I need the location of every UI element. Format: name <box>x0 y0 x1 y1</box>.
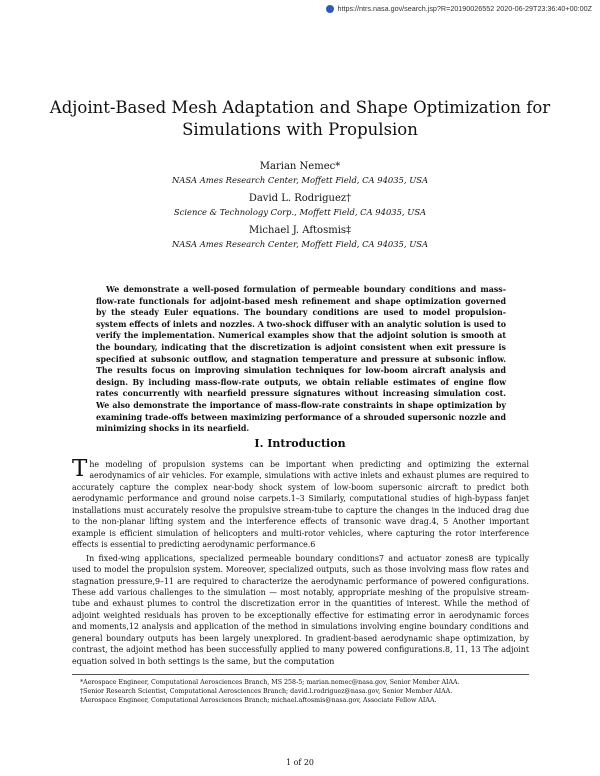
author-1 <box>0 160 600 186</box>
abstract: We demonstrate a well-posed formulation of permeable boundary conditions and mass-flow-rate functionals for adjoint-based mesh refinement and shape optimization governed by the steady Euler equations. The boundary conditions are used to model propulsion-system effects of inlets and nozzles. A two-shock diffuser with an analytic solution is used to verify the implementation. Numerical examples show that the adjoint solution is smooth at the boundary, indicating that the discretization is adjoint consistent when exit pressure is specified at subsonic outflow, and stagnation temperature and pressure at subsonic inflow. The results focus on improving simulation techniques for low-boom aircraft analysis and design. By including mass-flow-rate outputs, we obtain reliable estimates of engine flow rates concurrently with nearfield pressure signatures without increasing simulation cost. We also demonstrate the importance of mass-flow-rate constraints in shape optimization by examining trade-offs between maximizing performance of a shrouded supersonic nozzle and minimizing shocks in its nearfield. <box>96 285 506 434</box>
author-name: Marian Nemec* <box>259 161 341 172</box>
paragraph: In fixed-wing applications, specialized permeable boundary conditions7 and actuator zones8 are typically used to model the propulsion system. Moreover, specialized outputs, such as those involving mass flow rates and stagnation pressure,9–11 are required to characterize the aerodynamic performance of powered configurations. These add various challenges to the simulation — most notably, appropriate meshing of the propulsive stream-tube and exhaust plumes to control the discretization error in the quantities of interest. While the method of adjoint weighted residuals has proven to be exceptionally effective for estimating error in aerodynamic forces and moments,12 analysis and application of the method in simulations involving engine boundary conditions and general boundary outputs has been largely unexplored. In gradient-based aerodynamic shape optimization, by contrast, the adjoint method has been successfully applied to many powered configurations.8, 11, 13 The adjoint equation solved in both settings is the same, but the computation <box>72 553 529 666</box>
author-affiliation: NASA Ames Research Center, Moffett Field, CA 94035, USA <box>171 175 429 185</box>
introduction-body <box>72 456 529 667</box>
section-heading-introduction: I. Introduction <box>254 437 346 450</box>
ntrs-stamp <box>326 4 592 13</box>
footnote: *Aerospace Engineer, Computational Aerosciences Branch, MS 258-5; marian.nemec@nasa.gov, Senior Member AIAA. <box>80 679 460 686</box>
author-name: David L. Rodriguez† <box>248 193 352 204</box>
author-affiliation: NASA Ames Research Center, Moffett Field, CA 94035, USA <box>171 239 429 249</box>
author-3 <box>0 224 600 250</box>
footnotes <box>72 674 529 705</box>
paper-title: Adjoint-Based Mesh Adaptation and Shape Optimization for Simulations with Propulsion <box>49 98 551 139</box>
author-2 <box>0 192 600 218</box>
paragraph <box>72 456 529 551</box>
author-block <box>0 160 600 256</box>
ntrs-logo-icon <box>326 5 334 13</box>
page-number: 1 of 20 <box>286 758 314 767</box>
footnote: ‡Aerospace Engineer, Computational Aerosciences Branch; michael.aftosmis@nasa.gov, Associate Fellow AIAA. <box>80 697 437 704</box>
paragraph-text: he modeling of propulsion systems can be important when predicting and optimizing the external aerodynamics of air vehicles. For example, simulations with active inlets and exhaust plumes are required to accurately capture the complex near-body shock system of low-boom supersonic aircraft to predict both aerodynamic performance and ground noise carpets.1–3 Similarly, computational studies of high-bypass fanjet installations must accurately resolve the propulsive stream-tube to capture the changes in the induced drag due to the non-planar lifting system and the interference effects of transonic wave drag.4, 5 Another important example is efficient simulation of helicopters and multi-rotor vehicles, where capturing the rotor interference effects is essential to predicting aerodynamic performance.6 <box>72 460 529 550</box>
author-name: Michael J. Aftosmis‡ <box>248 225 352 236</box>
footnote: †Senior Research Scientist, Computational Aerosciences Branch; david.l.rodriguez@nasa.gov, Senior Member AIAA. <box>80 688 453 695</box>
ntrs-url[interactable]: https://ntrs.nasa.gov/search.jsp?R=20190026552 2020-06-29T23:36:40+00:00Z <box>337 4 592 13</box>
drop-cap: T <box>72 456 88 482</box>
author-affiliation: Science & Technology Corp., Moffett Field, CA 94035, USA <box>173 207 427 217</box>
